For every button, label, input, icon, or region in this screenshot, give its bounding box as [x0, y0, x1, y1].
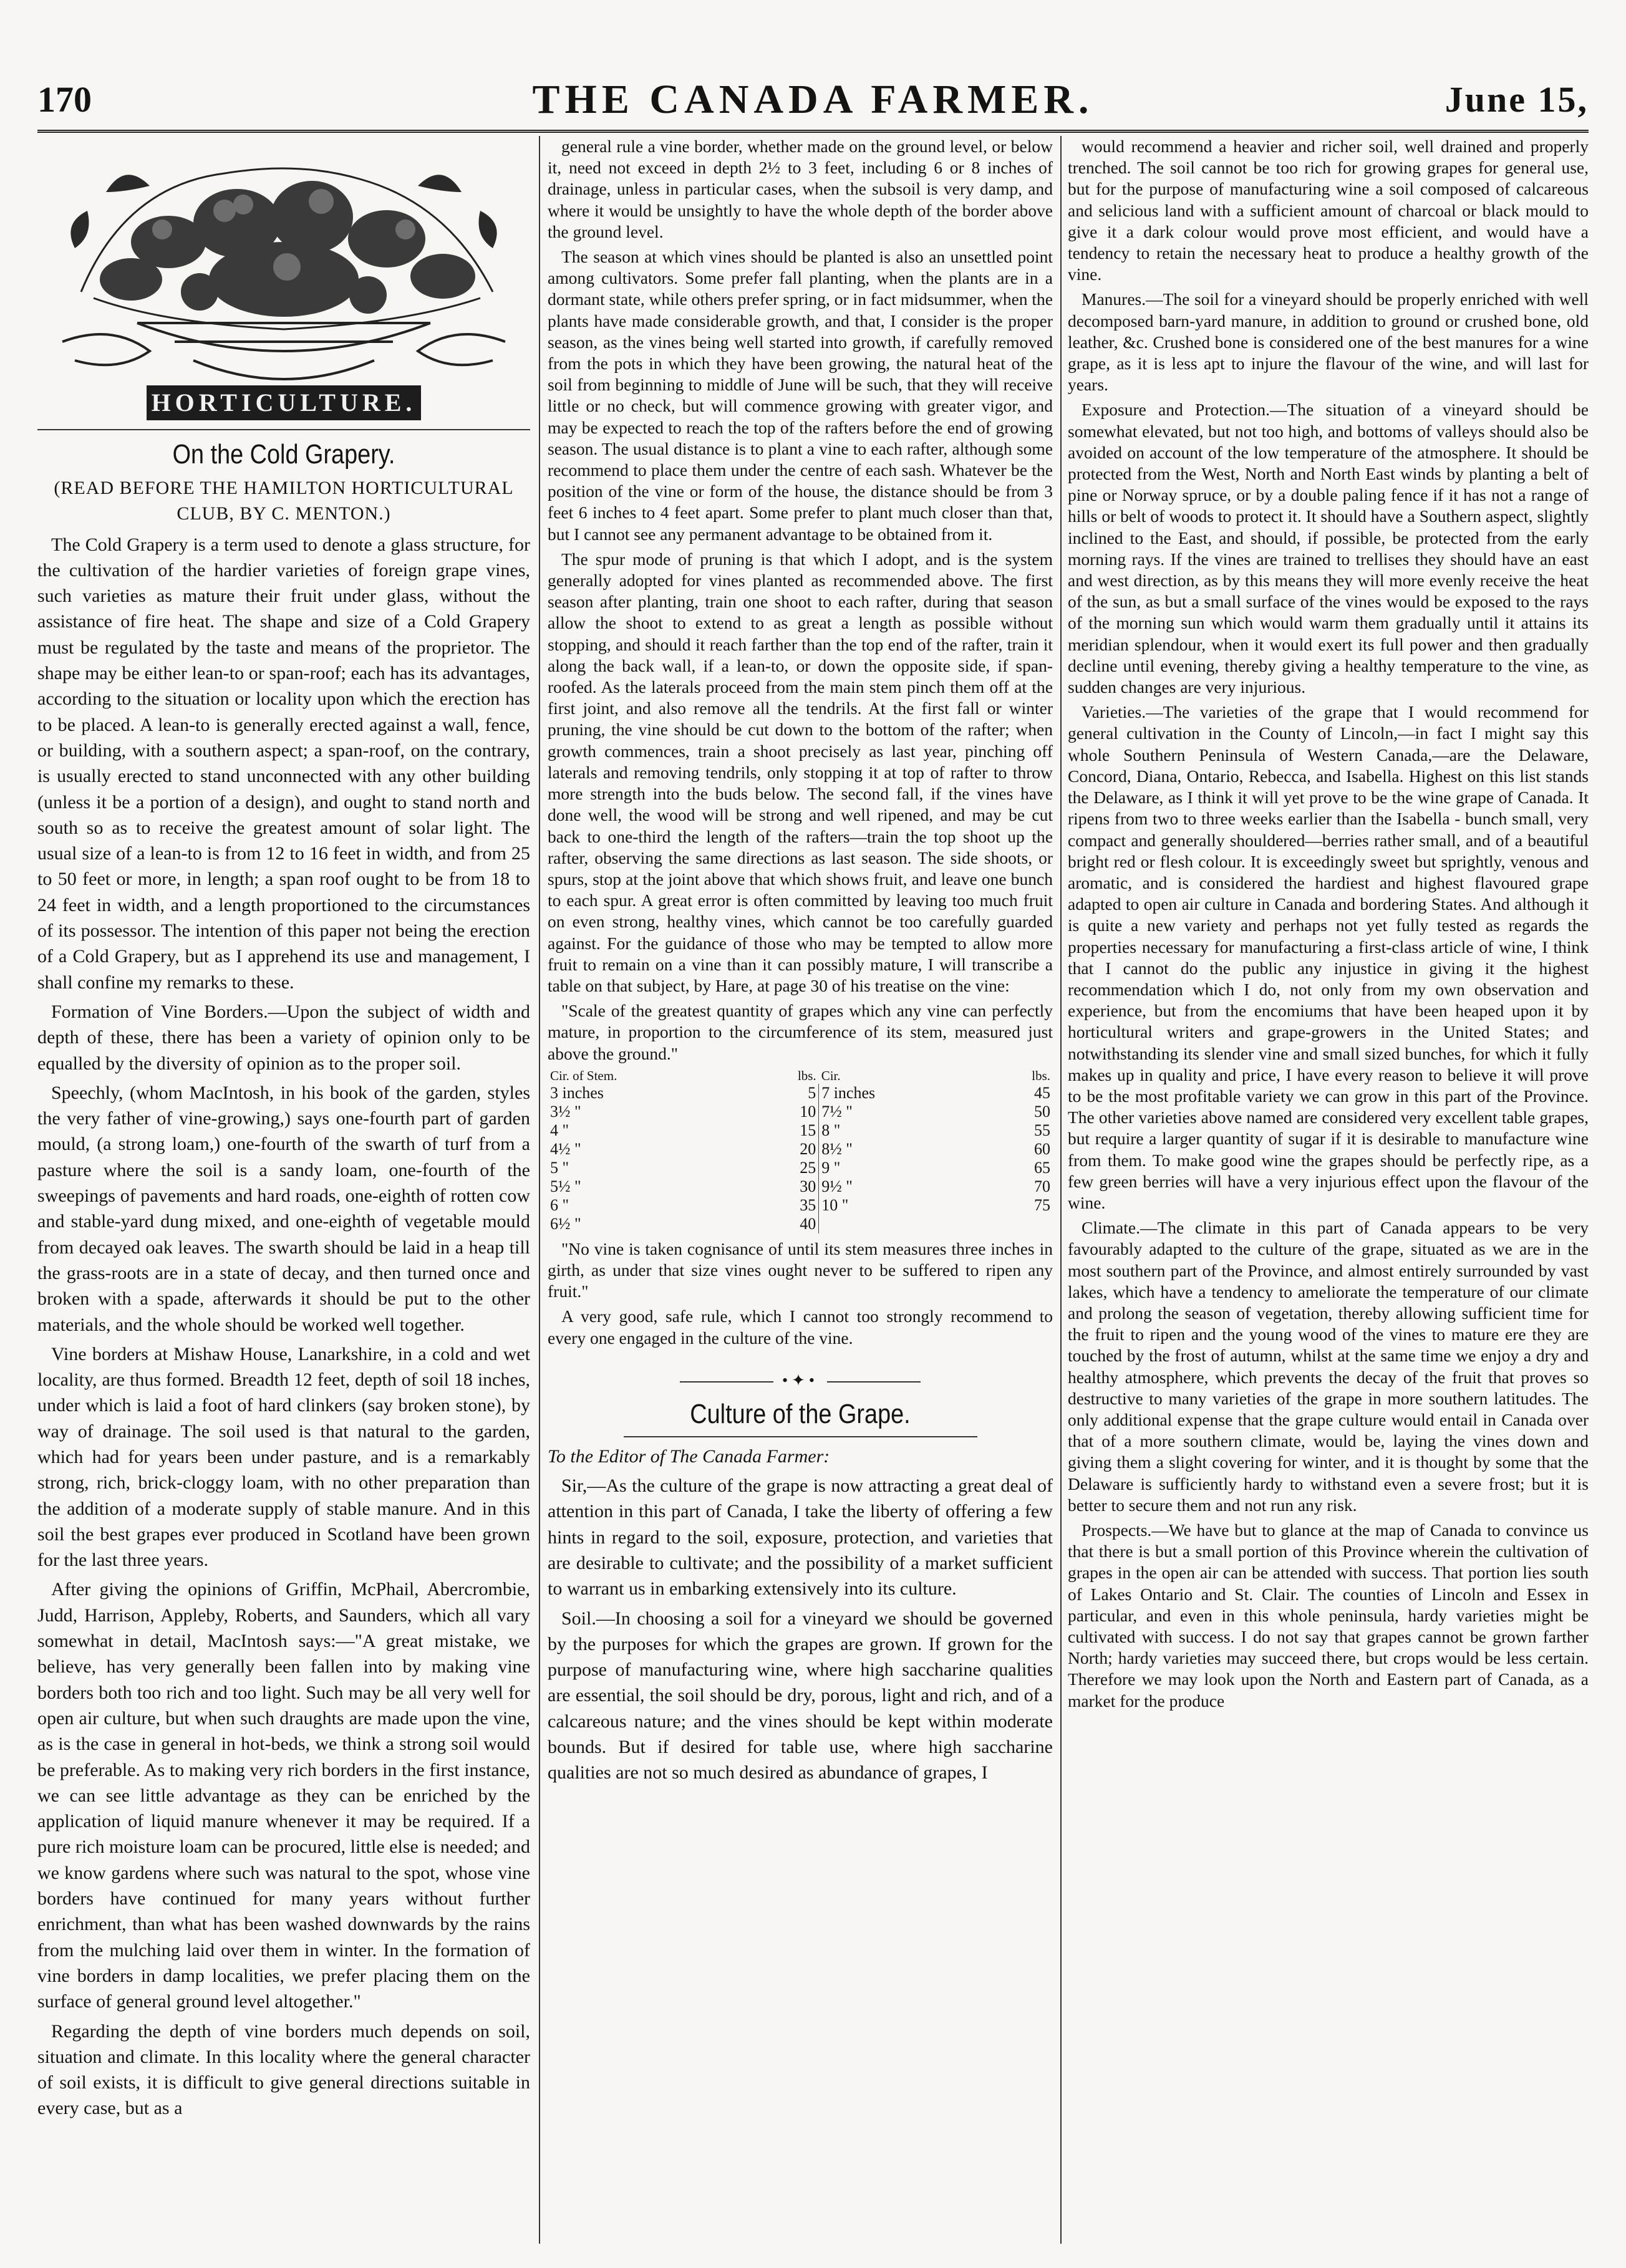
article-byline: (READ BEFORE THE HAMILTON HORTICULTURAL CLUB, BY C. MENTON.) — [54, 478, 514, 524]
editor-salutation: To the Editor of The Canada Farmer: — [548, 1445, 830, 1467]
table-cell: 5 — [808, 1083, 816, 1102]
table-cell: 7 inches — [819, 1084, 986, 1103]
column-rule — [539, 136, 540, 2244]
paragraph: The Cold Grapery is a term used to denote a glass structure, for the cultivation of the hardier varieties of foreign grape vines, such varieties as mature their fruit under glass, without the assistance of fire heat. The shape and size of a Cold Grapery must be regulated by the taste and means of the proprietor. The shape may be either lean-to or span-roof; each has its advantages, according to the situation or locality upon which the erection has to be placed. A lean-to is generally erected against a wall, fence, or building, with a southern aspect; a span-roof, on the contrary, is usually erected to stand unconnected with any other building (unless it be a portion of a design), and ought to stand north and south so as to receive the greatest amount of solar light. The usual size of a lean-to is from 12 to 16 feet in width, and from 25 to 50 feet or more, in length; a span roof ought to be from 18 to 24 feet in width, and a length proportioned to the circumstances of its possessor. The intention of this paper not being the erection of a Cold Grapery, but as I apprehend its use and management, I shall confine my remarks to these. — [37, 534, 530, 993]
table-row — [548, 1121, 1053, 1140]
table-cell: 15 — [800, 1121, 816, 1139]
article-title: Culture of the Grape. — [690, 1398, 911, 1429]
table-cell: 70 — [1034, 1177, 1050, 1195]
table-cell: 5½ " — [550, 1177, 581, 1195]
table-cell: 6½ " — [550, 1214, 581, 1233]
table-cell: 4½ " — [550, 1139, 581, 1158]
paragraph: Manures.—The soil for a vineyard should be properly enriched with well decomposed barn-yard manure, in addition to ground or crushed bone, old leather, &c. Crushed bone is considered one of the best manures for a wine grape, as it is less apt to injure the flavour of the wine, and will last for years. — [1068, 289, 1589, 395]
paragraph: would recommend a heavier and richer soil, well drained and properly trenched. The soil cannot be too rich for growing grapes for general use, but for the purpose of manufacturing wine a soil composed of calcareous and selicious land with a sufficient amount of charcoal or black mould to give it a dark colour would prove most efficient, and would have a tendency to retain the necessary heat to produce a healthy growth of the vine. — [1068, 137, 1589, 284]
table-cell: 75 — [1034, 1195, 1050, 1214]
table-cell: 10 " — [819, 1196, 986, 1215]
table-header: lbs. — [1032, 1068, 1050, 1083]
column-rule — [1060, 136, 1062, 2244]
vine-scale-table — [548, 1068, 1053, 1233]
table-header: Cir. of Stem. — [550, 1068, 617, 1083]
table-cell — [986, 1215, 1053, 1233]
table-row — [548, 1159, 1053, 1177]
table-cell: 35 — [800, 1195, 816, 1214]
title-rule — [624, 1436, 977, 1437]
table-cell: 60 — [1034, 1139, 1050, 1158]
paragraph: Sir,—As the culture of the grape is now attracting a great deal of attention in this part of Canada, I take the liberty of offering a few hints in regard to the soil, exposure, protection, and varieties that are desirable to cultivate; and the possibility of a market sufficient to warrant us in embarking extensively into its culture. — [548, 1475, 1053, 1600]
paragraph: Climate.—The climate in this part of Canada appears to be very favourably adapted to the culture of the grape, situated as we are in the most southern part of the Province, and almost entirely surrounded by vast lakes, which have a tendency to ameliorate the temperature of our climate and prolong the season of vegetation, thereby allowing sufficient time for the fruit to ripen and the young wood of the vines to mature ere they are touched by the frost of autumn, whilst at the same time we enjoy a dry and healthy atmosphere, which prevents the decay of the fruit that proves so destructive to many varieties of the grape in more southern latitudes. The only additional expense that the grape culture would entail in Canada over that of a more southern climate, would be, laying the vines down and giving them a slight covering for winter, and it is thought by some that the Delaware is sufficiently hardy to withstand even a severe frost; but it is better to secure them and not run any risk. — [1068, 1218, 1589, 1515]
table-cell: 50 — [1034, 1102, 1050, 1121]
table-cell: 5 " — [550, 1158, 569, 1177]
table-row — [548, 1215, 1053, 1233]
section-divider: •✦• — [548, 1371, 1053, 1390]
page-number: 170 — [37, 79, 92, 120]
paragraph: Speechly, (whom MacIntosh, in his book of the garden, styles the very father of vine-growing,) says one-fourth part of garden mould, (a strong loam,) one-fourth of the swarth of turf from a pasture where the soil is a sandy loam, one-fourth of the sweepings of pavements and hard roads, one-eighth of rotten cow and stable-yard dung mixed, and one-eighth of vegetable mould from decayed oak leaves. The swarth should be laid in a heap till the grass-roots are in a state of decay, and then turned once and broken with a spade, afterwards it should be put to the other materials, and the whole should be worked well together. — [37, 1082, 530, 1335]
paragraph: Vine borders at Mishaw House, Lanarkshire, in a cold and wet locality, are thus formed. Breadth 12 feet, depth of soil 18 inches, under which is laid a foot of hard clinkers (say broken stone), by way of drainage. The soil used is that natural to the garden, which had for years been under pasture, and is a remarkably strong, rich, brick-cloggy loam, with no other preparation than the addition of a moderate supply of stable manure. And in this soil the best grapes ever produced in Scotland have been grown for the last three years. — [37, 1343, 530, 1571]
table-cell: 9½ " — [819, 1177, 986, 1196]
table-header: Cir. — [821, 1068, 841, 1083]
column-2 — [548, 136, 1053, 2250]
table-cell: 40 — [800, 1214, 816, 1233]
table-row — [548, 1140, 1053, 1159]
paragraph: Formation of Vine Borders.—Upon the subject of width and depth of these, there has been a variety of opinion only to be equalled by the diversity of opinion as to the proper soil. — [37, 1001, 530, 1074]
paragraph: Regarding the depth of vine borders much depends on soil, situation and climate. In this locality where the general character of soil exists, it is difficult to give general directions suitable in every case, but as a — [37, 2020, 530, 2119]
newspaper-title: THE CANADA FARMER. — [532, 77, 1094, 122]
table-cell — [819, 1215, 986, 1233]
paragraph: After giving the opinions of Griffin, McPhail, Abercrombie, Judd, Harrison, Appleby, Roberts, and Saunders, which all vary somewhat in detail, MacIntosh says:—"A great mistake, we believe, has very generally been fallen into by making vine borders both too rich and too light. Such may be all very well for open air culture, but when such draughts are made upon the vine, as is the case in general in hot-beds, we think a strong soil would be preferable. As to making very rich borders in the first instance, we can see little advantage as they can be enriched by the application of liquid manure whenever it may be required. If a pure rich moisture loam can be procured, little else is needed; and we know gardens where such was natural to the spot, whose vine borders have continued for many years without further enrichment, than what has been washed downwards by the rains from the mulching laid over them in winter. In the formation of vine borders in damp localities, we prefer placing them on the surface of general ground level altogether." — [37, 1579, 530, 2012]
table-header-row — [548, 1068, 1053, 1084]
paragraph: Prospects.—We have but to glance at the map of Canada to convince us that there is but a small portion of this Province wherein the cultivation of grapes in the open air can be attended with success. That portion lies south of Lakes Ontario and St. Clair. The counties of Lincoln and Essex in particular, and even in this whole peninsula, hardy varieties might be cultivated with success. I do not say that grapes cannot be grown farther North; hardy varieties may succeed there, but crops would be less certain. Therefore we may look upon the North and Eastern part of Canada, as a market for the produce — [1068, 1520, 1589, 1711]
masthead — [37, 74, 1589, 133]
table-row — [548, 1177, 1053, 1196]
column-1 — [37, 136, 530, 2250]
table-cell: 20 — [800, 1139, 816, 1158]
table-cell: 6 " — [550, 1195, 569, 1214]
issue-date: June 15, — [1445, 79, 1589, 120]
table-cell: 10 — [800, 1102, 816, 1121]
table-cell: 8½ " — [819, 1140, 986, 1159]
table-cell: 55 — [1034, 1121, 1050, 1139]
table-cell: 3½ " — [550, 1102, 581, 1121]
table-cell: 30 — [800, 1177, 816, 1195]
table-row — [548, 1103, 1053, 1121]
paragraph: general rule a vine border, whether made on the ground level, or below it, need not exceed in depth 2½ to 3 feet, including 6 or 8 inches of drainage, unless in particular cases, when the subsoil is very damp, and where it would be unsightly to have the whole depth of the border above the ground level. — [548, 137, 1053, 241]
table-cell: 65 — [1034, 1158, 1050, 1177]
table-cell: 25 — [800, 1158, 816, 1177]
table-cell: 9 " — [819, 1159, 986, 1177]
horticulture-banner — [37, 136, 530, 430]
column-3 — [1068, 136, 1589, 2250]
paragraph: Exposure and Protection.—The situation of a vineyard should be somewhat elevated, but not too high, and bottoms of valleys should also be avoided on account of the low temperature of the atmosphere. It should be protected from the West, North and North East winds by planting a belt of pine or Norway spruce, or by a double paling fence if it has not a range of hills or belt of woods to protect it. It should have a Southern aspect, slightly inclined to the East, and should, if possible, be protected from the early morning rays. If the vines are trained to trellises they should have an east and west direction, as by this means they will more evenly receive the heat of the sun, as but a small surface of the vines would be exposed to the rays of the morning sun which would warm them gradually until it attains its meridian splendour, when it would exert its full power and then gradually decline until evening, thereby giving a healthy temperature to the vine, as sudden changes are very injurious. — [1068, 400, 1589, 697]
table-header: lbs. — [797, 1068, 816, 1083]
table-cell: 4 " — [550, 1121, 569, 1139]
table-cell: 7½ " — [819, 1103, 986, 1121]
paragraph: The season at which vines should be planted is also an unsettled point among cultivators. Some prefer fall planting, when the plants are in a dormant state, while others prefer spring, or in fact midsummer, when the plants have made considerable growth, and that, I consider is the proper season, as the vines being well started into growth, if carefully removed from the pots in which they have been growing, the natural heat of the soil from beginning to middle of June will be such, that they will receive little or no check, but will commence growing with greater vigor, and may be expected to reach the top of the rafters before the end of growing season. The usual distance is to plant a vine to each rafter, although some recommend to place them under the centre of each sash. Whatever be the position of the vine or form of the house, the distance should be from 3 feet 6 inches to 4 feet apart. Some prefer to plant much closer than that, but I cannot see any permanent advantage to be obtained from it. — [548, 247, 1053, 544]
table-row — [548, 1196, 1053, 1215]
table-cell: 45 — [1034, 1083, 1050, 1102]
table-cell: 8 " — [819, 1121, 986, 1140]
paragraph: A very good, safe rule, which I cannot too strongly recommend to every one engaged in the culture of the vine. — [548, 1306, 1053, 1348]
table-row — [548, 1084, 1053, 1103]
paragraph: "No vine is taken cognisance of until its stem measures three inches in girth, as under that size vines ought never to be suffered to ripen any fruit." — [548, 1238, 1053, 1301]
paragraph: Varieties.—The varieties of the grape that I would recommend for general cultivation in the County of Lincoln,—in fact I might say this whole Southern Peninsula of Western Canada,—are the Delaware, Concord, Diana, Ontario, Rebecca, and Isabella. Highest on this list stands the Delaware, as I think it will yet prove to be the wine grape of Canada. It ripens from two to three weeks earlier than the Isabella - bunch small, very compact and generally shouldered—berries rather small, and of a beautiful bright red or flesh colour. It is exceedingly sweet but sprightly, venous and aromatic, and is considered the hardiest and highest flavoured grape adapted to open air culture in Canada and bordering States. And although it is quite a new variety and perhaps not yet fully tested as regards the properties necessary for manufacturing a first-class article of wine, I think that I cannot do the public any injustice in giving it the highest recommendation which I do, not only from my own observation and experience, but from the encomiums that have been heaped upon it by horticultural writers and grape-growers in the United States; and notwithstanding its slender vine and small sized bunches, for which it fully makes up in quality and price, I have every reason to believe it will prove to be the most profitable variety we can grow in this part of the Province. The other varieties above named are considered very excellent table grapes, but require a larger quantity of sugar if it is desirable to manufacture wine from them. To make good wine the grapes should be perfectly ripe, as a few green berries will have a very injurious effect upon the flavour of the wine. — [1068, 702, 1589, 1212]
table-cell: 3 inches — [550, 1083, 604, 1102]
paragraph: "Scale of the greatest quantity of grapes which any vine can perfectly mature, in proportion to the circumference of its stem, measured just above the ground." — [548, 1001, 1053, 1063]
article-title: On the Cold Grapery. — [172, 439, 395, 470]
section-label: HORTICULTURE. — [147, 385, 421, 420]
paragraph: The spur mode of pruning is that which I adopt, and is the system generally adopted for vines planted as recommended above. The first season after planting, train one shoot to each rafter, during that season allow the shoot to extend to as great a length as possible without stopping, and should it reach farther than the top end of the rafter, train it along the back wall, if a lean-to, or down the opposite side, if span-roofed. As the laterals proceed from the main stem pinch them off at the first joint, and also remove all the tendrils. At the first fall or winter pruning, the vine should be cut down to the bottom of the rafter; when growth commences, train a shoot precisely as last year, pinching off laterals and removing tendrils, only stopping it at top of rafter to throw more strength into the buds below. The second fall, if the vines have done well, the wood will be strong and well ripened, and may be cut back to one-third the length of the rafters—train the top shoot up the rafter, observing the same directions as last season. The side shoots, or spurs, stop at the joint above that which shows fruit, and leave one bunch to each spur. A great error is often committed by leaving too much fruit on even strong, healthy vines, which cannot be too carefully guarded against. For the guidance of those who may be tempted to allow more fruit to remain on a vine than it can possibly mature, I will transcribe a table on that subject, by Hare, at page 30 of his treatise on the vine: — [548, 549, 1053, 995]
paragraph: Soil.—In choosing a soil for a vineyard we should be governed by the purposes for which the grapes are grown. If grown for the purpose of manufacturing wine, where high saccharine qualities are essential, the soil should be dry, porous, light and rich, and of a calcareous nature; and the vines should be kept within moderate bounds. But if desired for table use, where high saccharine qualities are not so much desired as abundance of grapes, I — [548, 1608, 1053, 1783]
